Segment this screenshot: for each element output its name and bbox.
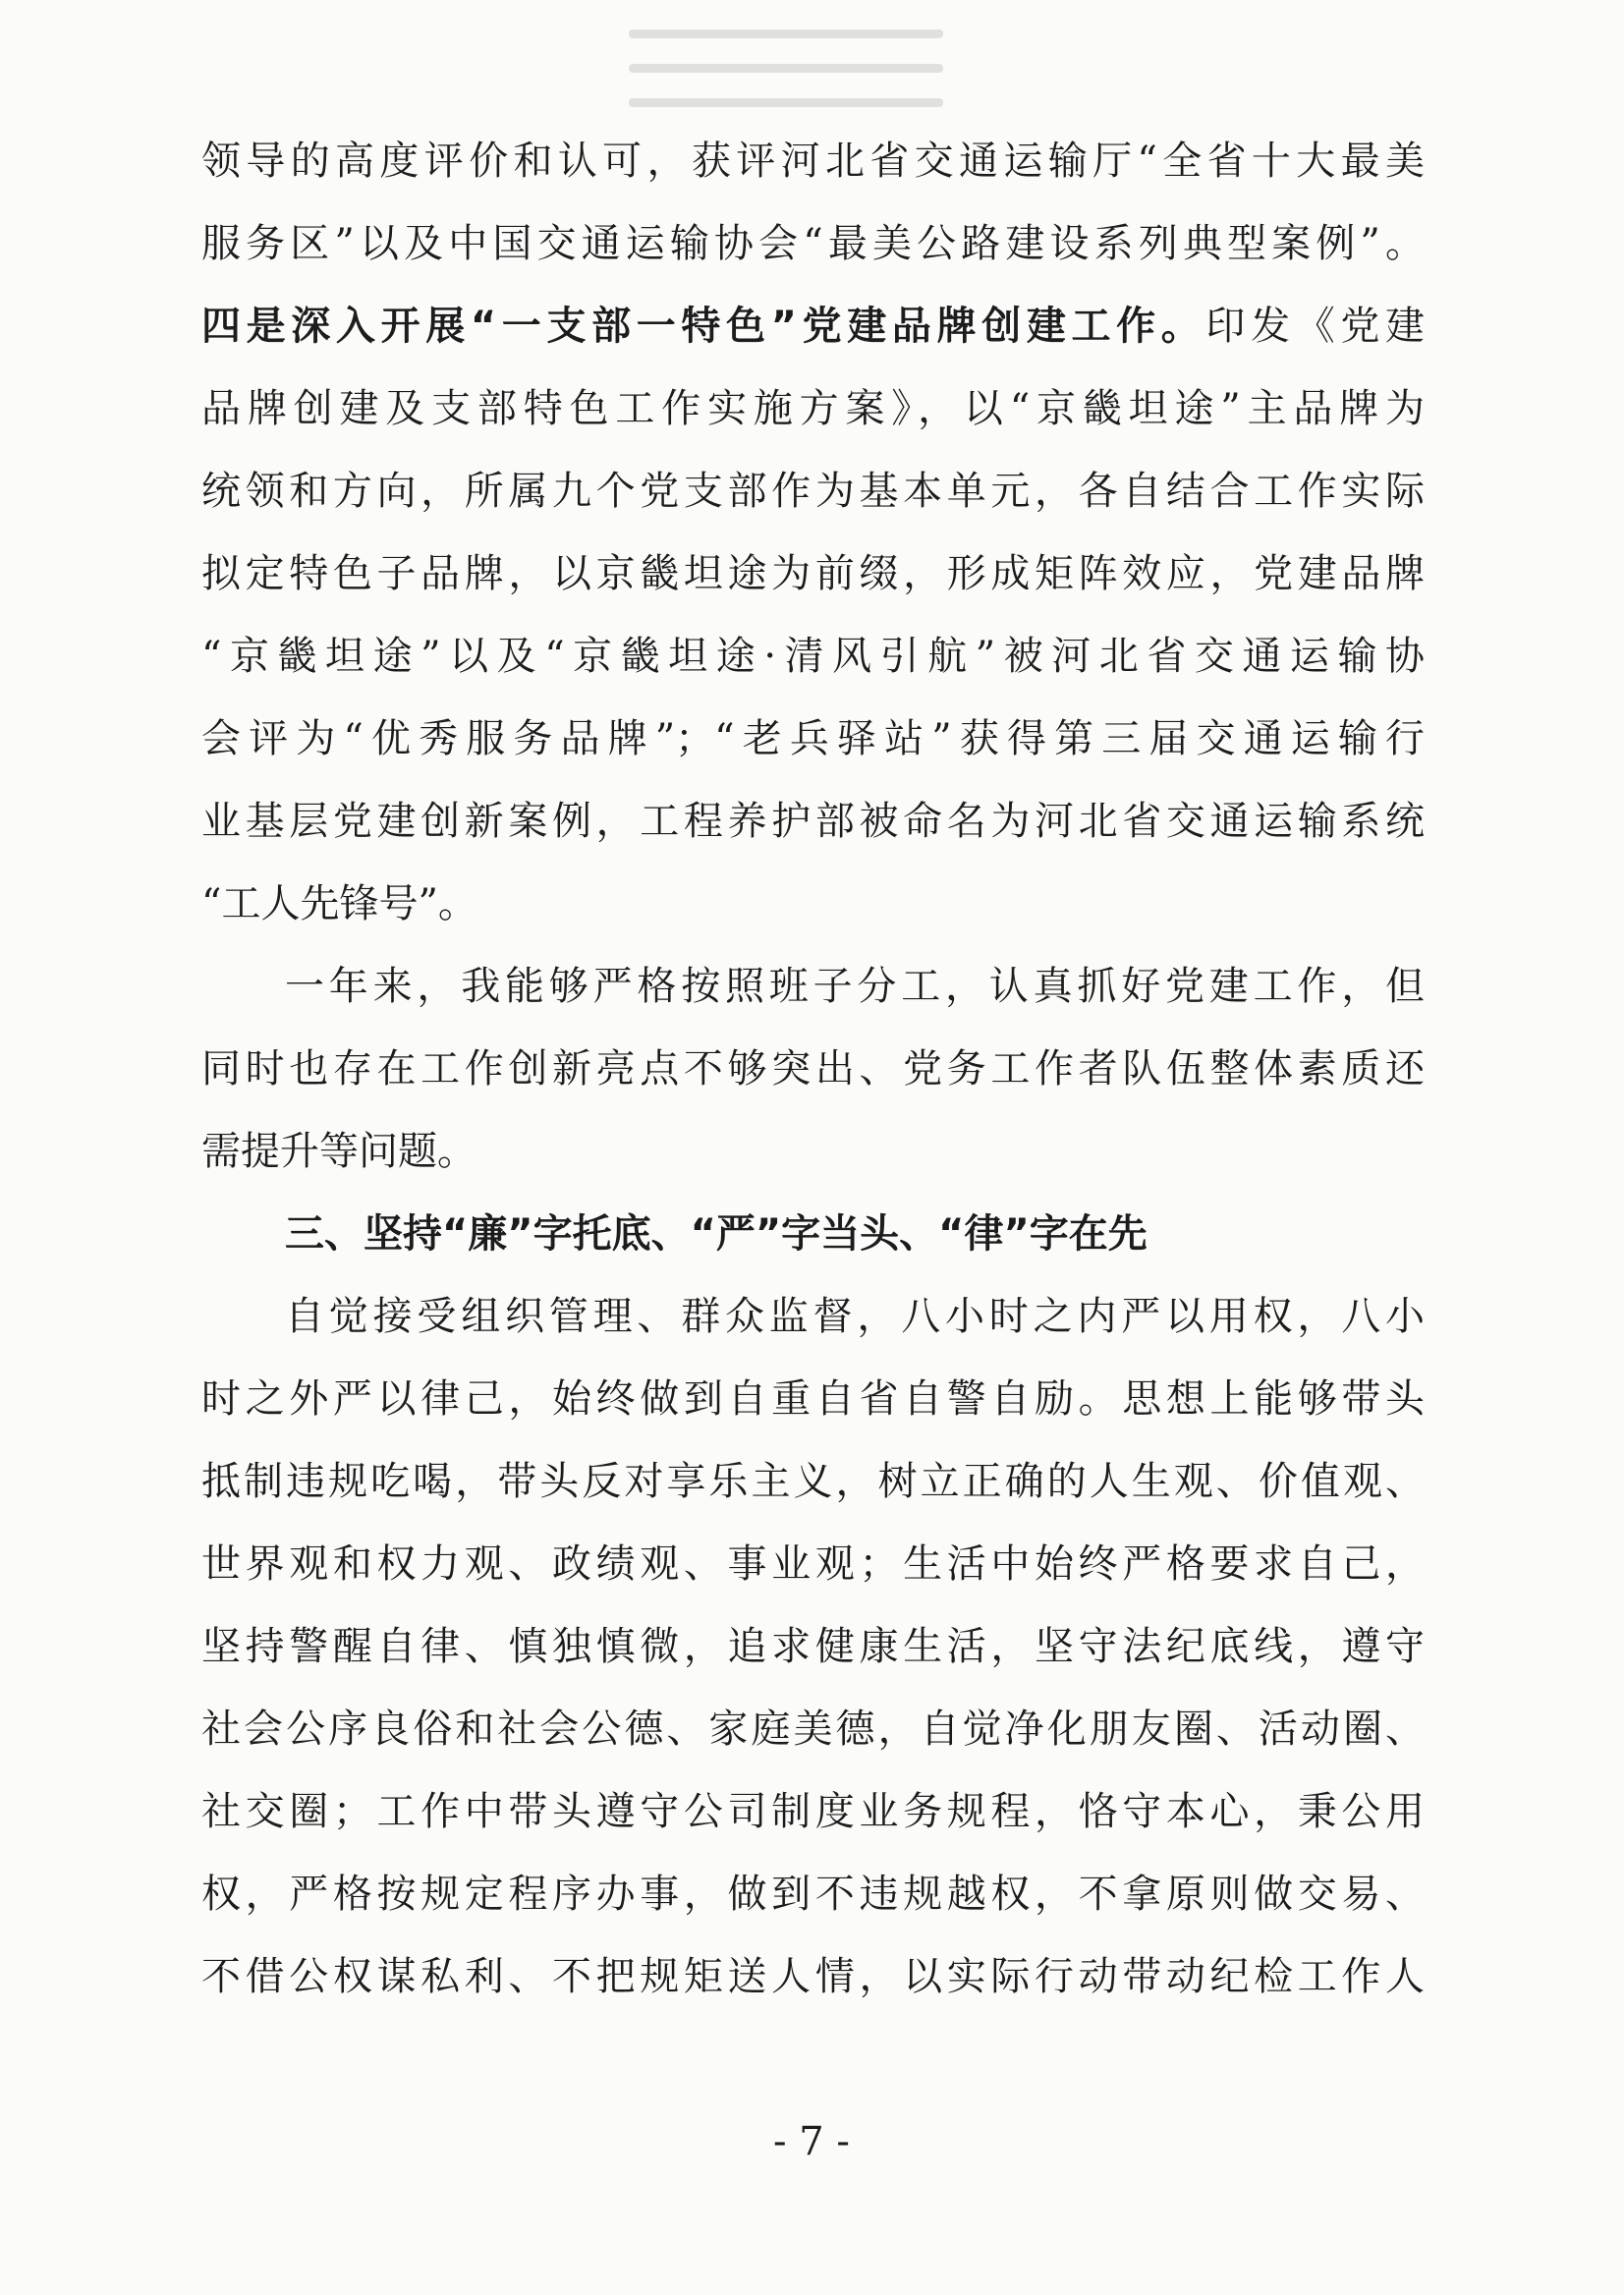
text-line: 业基层党建创新案例，工程养护部被命名为河北省交通运输系统 — [201, 799, 1425, 844]
text-line: 抵制违规吃喝，带头反对享乐主义，树立正确的人生观、价值观、 — [201, 1459, 1425, 1504]
text-line: 权，严格按规定程序办事，做到不违规越权，不拿原则做交易、 — [201, 1872, 1425, 1917]
text-line-bold-lead — [201, 285, 1425, 367]
text-line: 时之外严以律己，始终做到自重自省自警自励。思想上能够带头 — [201, 1376, 1425, 1422]
text-line: 需提升等问题。 — [201, 1129, 476, 1174]
text-line: “工人先锋号”。 — [201, 881, 477, 926]
bold-lead: 四是深入开展“一支部一特色”党建品牌创建工作。 — [201, 304, 1206, 349]
lead-rest: 印发《党建 — [1205, 304, 1425, 349]
text-line: 社会公序良俗和社会公德、家庭美德，自觉净化朋友圈、活动圈、 — [201, 1707, 1425, 1752]
text-line: 服务区”以及中国交通运输协会“最美公路建设系列典型案例”。 — [201, 221, 1425, 266]
page-number: - 7 - — [773, 2119, 850, 2164]
text-line: 世界观和权力观、政绩观、事业观；生活中始终严格要求自己， — [201, 1541, 1425, 1587]
section-heading: 三、坚持“廉”字托底、“严”字当头、“律”字在先 — [285, 1211, 1148, 1257]
text-line: 坚持警醒自律、慎独慎微，追求健康生活，坚守法纪底线，遵守 — [201, 1624, 1425, 1669]
text-line: 领导的高度评价和认可，获评河北省交通运输厅“全省十大最美 — [201, 139, 1425, 184]
text-line: 自觉接受组织管理、群众监督，八小时之内严以用权，八小 — [285, 1294, 1425, 1339]
text-line: “京畿坦途”以及“京畿坦途·清风引航”被河北省交通运输协 — [201, 634, 1425, 679]
text-line: 统领和方向，所属九个党支部作为基本单元，各自结合工作实际 — [201, 469, 1425, 514]
text-line: 会评为“优秀服务品牌”；“老兵驿站”获得第三届交通运输行 — [201, 716, 1425, 761]
text-line: 品牌创建及支部特色工作实施方案》，以“京畿坦途”主品牌为 — [201, 386, 1425, 431]
text-line: 一年来，我能够严格按照班子分工，认真抓好党建工作，但 — [285, 964, 1425, 1009]
text-line: 不借公权谋私利、不把规矩送人情，以实际行动带动纪检工作人 — [201, 1954, 1425, 1999]
text-line: 拟定特色子品牌，以京畿坦途为前缀，形成矩阵效应，党建品牌 — [201, 551, 1425, 596]
text-line: 同时也存在工作创新亮点不够突出、党务工作者队伍整体素质还 — [201, 1046, 1425, 1092]
text-line: 社交圈；工作中带头遵守公司制度业务规程，恪守本心，秉公用 — [201, 1789, 1425, 1834]
